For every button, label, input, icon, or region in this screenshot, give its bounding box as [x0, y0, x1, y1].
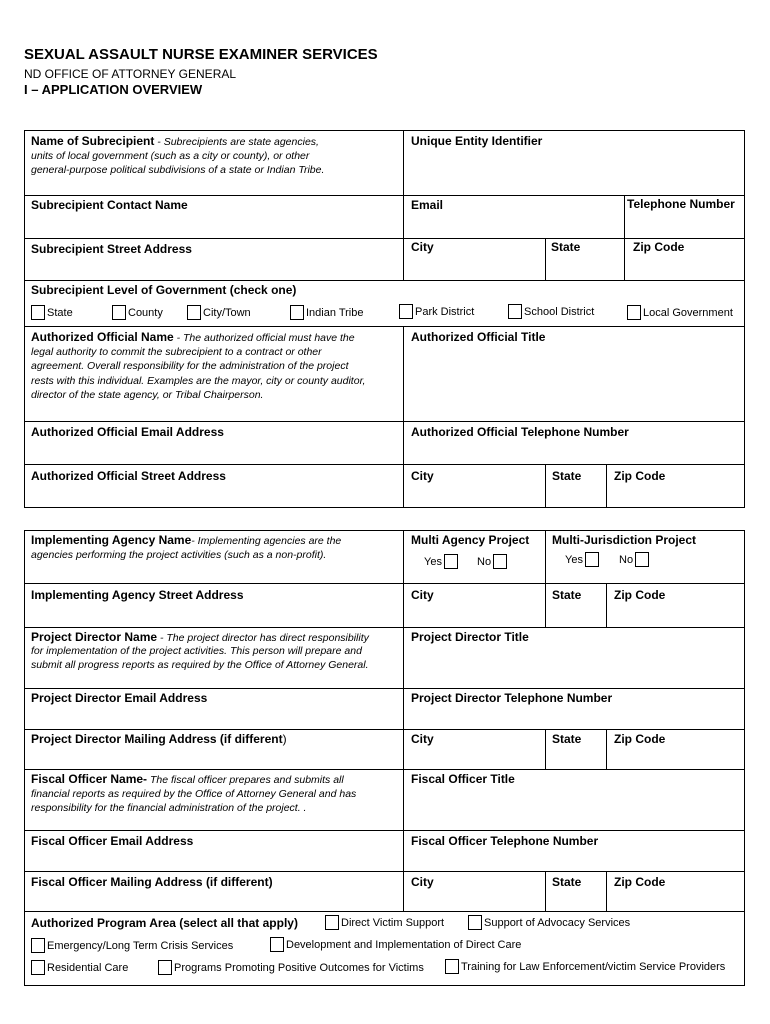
- fiscal-officer-title-label: Fiscal Officer Title: [411, 772, 515, 786]
- project-director-name-note: - The project director has direct responsibility: [157, 632, 369, 644]
- multi-agency-no-checkbox[interactable]: [493, 554, 507, 569]
- impl-agency-state-label: State: [552, 588, 582, 602]
- program-direct-victim-checkbox[interactable]: [325, 915, 339, 930]
- multi-jurisdiction-yes-checkbox[interactable]: [585, 552, 599, 567]
- level-school-checkbox[interactable]: [508, 304, 522, 319]
- fiscal-officer-name-label: [31, 772, 344, 786]
- program-advocacy-option[interactable]: [468, 915, 630, 930]
- program-positive-outcomes-option[interactable]: [158, 960, 424, 975]
- level-park-option[interactable]: [399, 304, 474, 319]
- subrecipient-email-label: Email: [411, 198, 444, 212]
- subrecipient-name-desc-2: general-purpose political subdivisions of a state or Indian Tribe.: [31, 164, 325, 176]
- multi-jurisdiction-yes-option[interactable]: [565, 552, 599, 567]
- level-school-option[interactable]: [508, 304, 594, 319]
- program-direct-victim-label: Direct Victim Support: [341, 916, 445, 929]
- program-training-checkbox[interactable]: [445, 959, 459, 974]
- multi-jurisdiction-no-label: No: [619, 553, 634, 566]
- program-crisis-checkbox[interactable]: [31, 938, 45, 953]
- level-city-option[interactable]: [187, 305, 251, 320]
- multi-jurisdiction-no-checkbox[interactable]: [635, 552, 649, 567]
- fiscal-officer-state-label: State: [552, 875, 582, 889]
- multi-jurisdiction-yes-label: Yes: [565, 553, 583, 566]
- impl-agency-name-note: - Implementing agencies are the: [191, 535, 342, 547]
- auth-official-name-note: - The authorized official must have the: [173, 332, 355, 344]
- project-director-name-title: Project Director Name: [31, 630, 158, 644]
- program-positive-outcomes-label: Programs Promoting Positive Outcomes for Victims: [174, 961, 424, 974]
- project-director-desc-1: for implementation of the project activities. This person will prepare and: [31, 645, 362, 657]
- program-direct-victim-option[interactable]: [325, 915, 444, 930]
- level-county-checkbox[interactable]: [112, 305, 126, 320]
- impl-agency-city-label: City: [411, 588, 434, 602]
- level-local-option[interactable]: [627, 305, 733, 320]
- project-director-phone-label: Project Director Telephone Number: [411, 691, 613, 705]
- impl-agency-name-label: [31, 533, 341, 547]
- level-park-label: Park District: [415, 305, 475, 318]
- level-state-label: State: [47, 306, 73, 319]
- section-title: I – APPLICATION OVERVIEW: [24, 82, 203, 97]
- auth-official-desc-2: agreement. Overall responsibility for the administration of the project: [31, 360, 349, 372]
- level-city-checkbox[interactable]: [187, 305, 201, 320]
- project-director-title-label: Project Director Title: [411, 630, 529, 644]
- auth-official-name-label: [31, 330, 355, 344]
- fiscal-officer-phone-label: Fiscal Officer Telephone Number: [411, 834, 599, 848]
- auth-official-state-label: State: [552, 469, 582, 483]
- multi-agency-no-option[interactable]: [477, 554, 507, 569]
- impl-agency-zip-label: Zip Code: [614, 588, 666, 602]
- auth-official-street-label: Authorized Official Street Address: [31, 469, 226, 483]
- multi-agency-no-label: No: [477, 555, 492, 568]
- program-training-option[interactable]: [445, 959, 725, 974]
- program-direct-care-label: Development and Implementation of Direct Care: [286, 938, 522, 951]
- project-director-city-label: City: [411, 732, 434, 746]
- program-direct-care-checkbox[interactable]: [270, 937, 284, 952]
- subrecipient-contact-label: Subrecipient Contact Name: [31, 198, 188, 212]
- subrecipient-phone-label: Telephone Number: [627, 197, 735, 211]
- multi-jurisdiction-label: Multi-Jurisdiction Project: [552, 533, 697, 547]
- fiscal-officer-name-title: Fiscal Officer Name-: [31, 772, 148, 786]
- subrecipient-name-label: [31, 134, 319, 148]
- program-direct-care-option[interactable]: [270, 937, 521, 952]
- level-tribe-option[interactable]: [290, 305, 363, 320]
- program-crisis-option[interactable]: [31, 938, 233, 953]
- project-director-name-label: [31, 630, 369, 644]
- fiscal-officer-mailing-label: Fiscal Officer Mailing Address (if different): [31, 875, 273, 889]
- level-tribe-checkbox[interactable]: [290, 305, 304, 320]
- multi-agency-yes-option[interactable]: [424, 554, 458, 569]
- uei-label: Unique Entity Identifier: [411, 134, 543, 148]
- level-local-checkbox[interactable]: [627, 305, 641, 320]
- fiscal-officer-zip-label: Zip Code: [614, 875, 666, 889]
- project-director-state-label: State: [552, 732, 582, 746]
- multi-agency-label: Multi Agency Project: [411, 533, 530, 547]
- level-county-option[interactable]: [112, 305, 163, 320]
- level-city-label: City/Town: [203, 306, 251, 319]
- multi-agency-yes-checkbox[interactable]: [444, 554, 458, 569]
- level-of-government-label: Subrecipient Level of Government (check one): [31, 283, 297, 297]
- subrecipient-name-note: - Subrecipients are state agencies,: [154, 136, 319, 148]
- project-director-mailing-close: ): [282, 732, 287, 746]
- auth-official-desc-1: legal authority to commit the subrecipient to a contract or other: [31, 346, 322, 358]
- impl-agency-desc-1: agencies performing the project activities (such as a non-profit).: [31, 549, 327, 561]
- auth-official-email-label: Authorized Official Email Address: [31, 425, 224, 439]
- auth-official-name-title: Authorized Official Name: [31, 330, 174, 344]
- impl-agency-street-label: Implementing Agency Street Address: [31, 588, 244, 602]
- project-director-desc-2: submit all progress reports as required by the Office of Attorney General.: [31, 659, 369, 671]
- program-positive-outcomes-checkbox[interactable]: [158, 960, 172, 975]
- level-park-checkbox[interactable]: [399, 304, 413, 319]
- level-school-label: School District: [524, 305, 595, 318]
- page-subtitle: ND OFFICE OF ATTORNEY GENERAL: [24, 67, 237, 81]
- program-crisis-label: Emergency/Long Term Crisis Services: [47, 939, 234, 952]
- fiscal-officer-desc-1: financial reports as required by the Office of Attorney General and has: [31, 788, 357, 800]
- auth-official-city-label: City: [411, 469, 434, 483]
- program-area-label: Authorized Program Area (select all that apply): [31, 916, 298, 930]
- level-local-label: Local Government: [643, 306, 733, 319]
- fiscal-officer-desc-2: responsibility for the financial administration of the project. .: [31, 802, 307, 814]
- auth-official-desc-4: director of the state agency, or Tribal Chairperson.: [31, 389, 264, 401]
- project-director-mailing-text: Project Director Mailing Address (if different: [31, 732, 283, 746]
- project-director-email-label: Project Director Email Address: [31, 691, 208, 705]
- fiscal-officer-name-note: The fiscal officer prepares and submits all: [147, 774, 344, 786]
- multi-jurisdiction-no-option[interactable]: [619, 552, 649, 567]
- auth-official-zip-label: Zip Code: [614, 469, 666, 483]
- subrecipient-state-label: State: [551, 240, 581, 254]
- program-residential-checkbox[interactable]: [31, 960, 45, 975]
- impl-agency-name-title: Implementing Agency Name: [31, 533, 192, 547]
- auth-official-title-label: Authorized Official Title: [411, 330, 546, 344]
- fiscal-officer-email-label: Fiscal Officer Email Address: [31, 834, 194, 848]
- page-title: SEXUAL ASSAULT NURSE EXAMINER SERVICES: [24, 46, 378, 63]
- project-director-zip-label: Zip Code: [614, 732, 666, 746]
- subrecipient-city-label: City: [411, 240, 434, 254]
- program-advocacy-checkbox[interactable]: [468, 915, 482, 930]
- auth-official-phone-label: Authorized Official Telephone Number: [411, 425, 629, 439]
- auth-official-desc-3: rests with this individual. Examples are the mayor, city or county auditor,: [31, 375, 366, 387]
- level-tribe-label: Indian Tribe: [306, 306, 364, 319]
- project-director-mailing-label: [31, 732, 287, 746]
- multi-agency-yes-label: Yes: [424, 555, 442, 568]
- program-training-label: Training for Law Enforcement/victim Service Providers: [461, 960, 726, 973]
- subrecipient-zip-label: Zip Code: [633, 240, 685, 254]
- level-state-option[interactable]: [31, 305, 73, 320]
- subrecipient-name-desc-1: units of local government (such as a city or county), or other: [31, 150, 310, 162]
- program-advocacy-label: Support of Advocacy Services: [484, 916, 631, 929]
- subrecipient-street-label: Subrecipient Street Address: [31, 242, 192, 256]
- level-state-checkbox[interactable]: [31, 305, 45, 320]
- program-residential-label: Residential Care: [47, 961, 129, 974]
- fiscal-officer-city-label: City: [411, 875, 434, 889]
- subrecipient-name-title: Name of Subrecipient: [31, 134, 155, 148]
- level-county-label: County: [128, 306, 163, 319]
- program-residential-option[interactable]: [31, 960, 128, 975]
